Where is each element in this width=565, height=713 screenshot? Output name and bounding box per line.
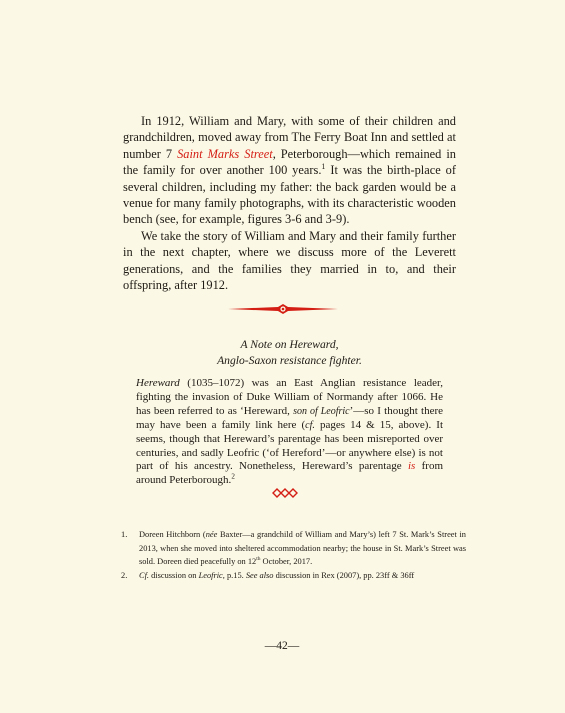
- small-red-ornament: [272, 488, 298, 498]
- paragraph-2: We take the story of William and Mary and their family further in the next chapter, where we discuss more of the Leverett generations, and the families they married in to, and their offspring, after 1912.: [123, 228, 456, 293]
- footnote-ref-1[interactable]: 1: [321, 162, 326, 172]
- note-dates: (1035–1072): [179, 377, 245, 389]
- page-ref[interactable]: 14 & 15: [350, 418, 391, 431]
- figure-ref-2[interactable]: 3-9: [325, 212, 343, 227]
- note-title-line-1: A Note on Hereward,: [240, 338, 339, 351]
- paragraph-1: In 1912, William and Mary, with some of their children and grandchildren, moved away from The Ferry Boat Inn and settled at number 7 Saint Marks Street, Peterborough—which remained in the family for over another 100 years.$^1$ It was the birth-place of several children, including my father: the back garden would be a venue for many family photographs, with its characteristic wooden bench (see, for example, figures 3-6 and 3-9).: [123, 114, 456, 227]
- note-title: [123, 337, 456, 368]
- years-count: 100: [268, 163, 288, 178]
- year-1912: 1912: [156, 114, 182, 128]
- page-number: —42—: [264, 640, 300, 652]
- figure-ref-1[interactable]: 3-6: [285, 212, 302, 227]
- year-1912: 1912: [200, 278, 225, 293]
- red-divider-ornament: [228, 303, 338, 315]
- house-number: 7: [165, 146, 173, 161]
- note-body: Hereward (1035–1072) was an East Anglian resistance leader, fighting the invasion of Duke William of Normandy after 1066. He has been referred to as ‘Hereward, son of Leofric’—so I thought there may have been a family link here (cf. pages 14 & 15, above). It seems, though that Hereward’s parentage has been misreported over centuries, and sadly Leofric (‘of Hereford’—or anywhere else) is not part of his ancestry. Nonetheless, Hereward’s parentage is from around Peterborough.$^2$: [136, 377, 444, 487]
- year-1066: 1066: [401, 390, 424, 403]
- main-text: [123, 113, 456, 293]
- note-title-line-2: Anglo-Saxon resistance fighter.: [217, 353, 362, 367]
- footnote-ref-2[interactable]: 2: [231, 472, 235, 481]
- note-name: Hereward: [136, 377, 180, 389]
- street-name: Saint Marks Street: [177, 146, 273, 161]
- footnote-1: 1. Doreen Hitchborn (née Baxter—a grandchild of William and Mary’s) left 7 St. Mark’s Street in 2013, when she moved into sheltered accommodation nearby; the house in St. Mark’s Street was sold. Doreen died peacefully on 12th October, 2017.: [121, 530, 466, 567]
- footnotes: [121, 528, 466, 582]
- footnote-2: 2. Cf. discussion on Leofric, p.15. See also discussion in Rex (2007), pp. 23ff & 36ff: [121, 570, 415, 580]
